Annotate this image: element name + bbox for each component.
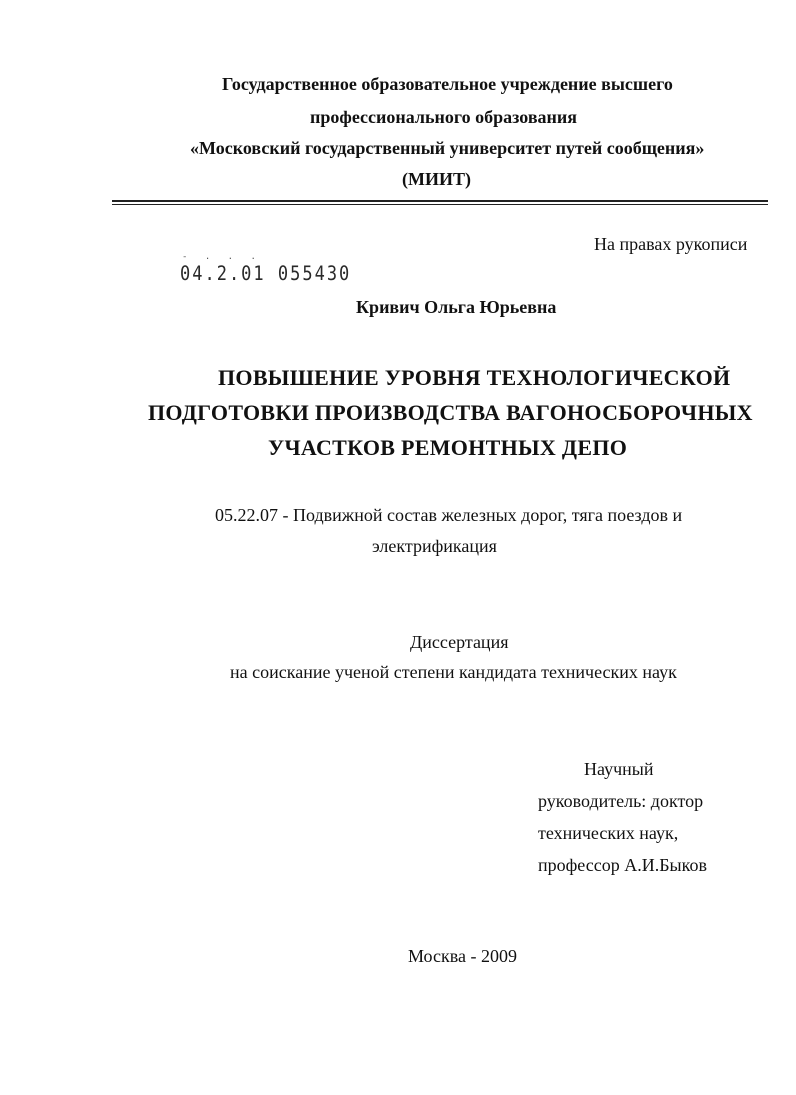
institution-line-3: «Московский государственный университет путей сообщения» (190, 138, 705, 158)
supervisor-line-1: Научный (584, 759, 654, 779)
work-type: Диссертация (410, 632, 509, 652)
header-divider-bottom (112, 204, 768, 205)
supervisor-line-4: профессор А.И.Быков (538, 855, 707, 875)
institution-abbreviation: (МИИТ) (402, 169, 471, 189)
thesis-title-line-1: ПОВЫШЕНИЕ УРОВНЯ ТЕХНОЛОГИЧЕСКОЙ (218, 365, 731, 390)
city-year: Москва - 2009 (408, 946, 517, 966)
specialty-line-1: 05.22.07 - Подвижной состав железных дорог, тяга поездов и (215, 505, 683, 525)
institution-line-1: Государственное образовательное учреждение высшего (222, 74, 673, 94)
stamp-ticks: - . . . (182, 252, 262, 262)
degree-description: на соискание ученой степени кандидата технических наук (230, 662, 677, 682)
supervisor-line-2: руководитель: доктор (538, 791, 704, 811)
institution-line-2: профессионального образования (310, 107, 578, 127)
thesis-title-line-2: ПОДГОТОВКИ ПРОИЗВОДСТВА ВАГОНОСБОРОЧНЫХ (148, 400, 753, 425)
supervisor-line-3: технических наук, (538, 823, 679, 843)
thesis-title-line-3: УЧАСТКОВ РЕМОНТНЫХ ДЕПО (268, 435, 628, 460)
specialty-line-2: электрификация (372, 536, 497, 556)
manuscript-rights-note: На правах рукописи (594, 234, 748, 254)
author-name: Кривич Ольга Юрьевна (356, 297, 557, 317)
registration-stamp-number: 04.2.01 055430 (180, 262, 352, 286)
header-divider-top (112, 200, 768, 202)
